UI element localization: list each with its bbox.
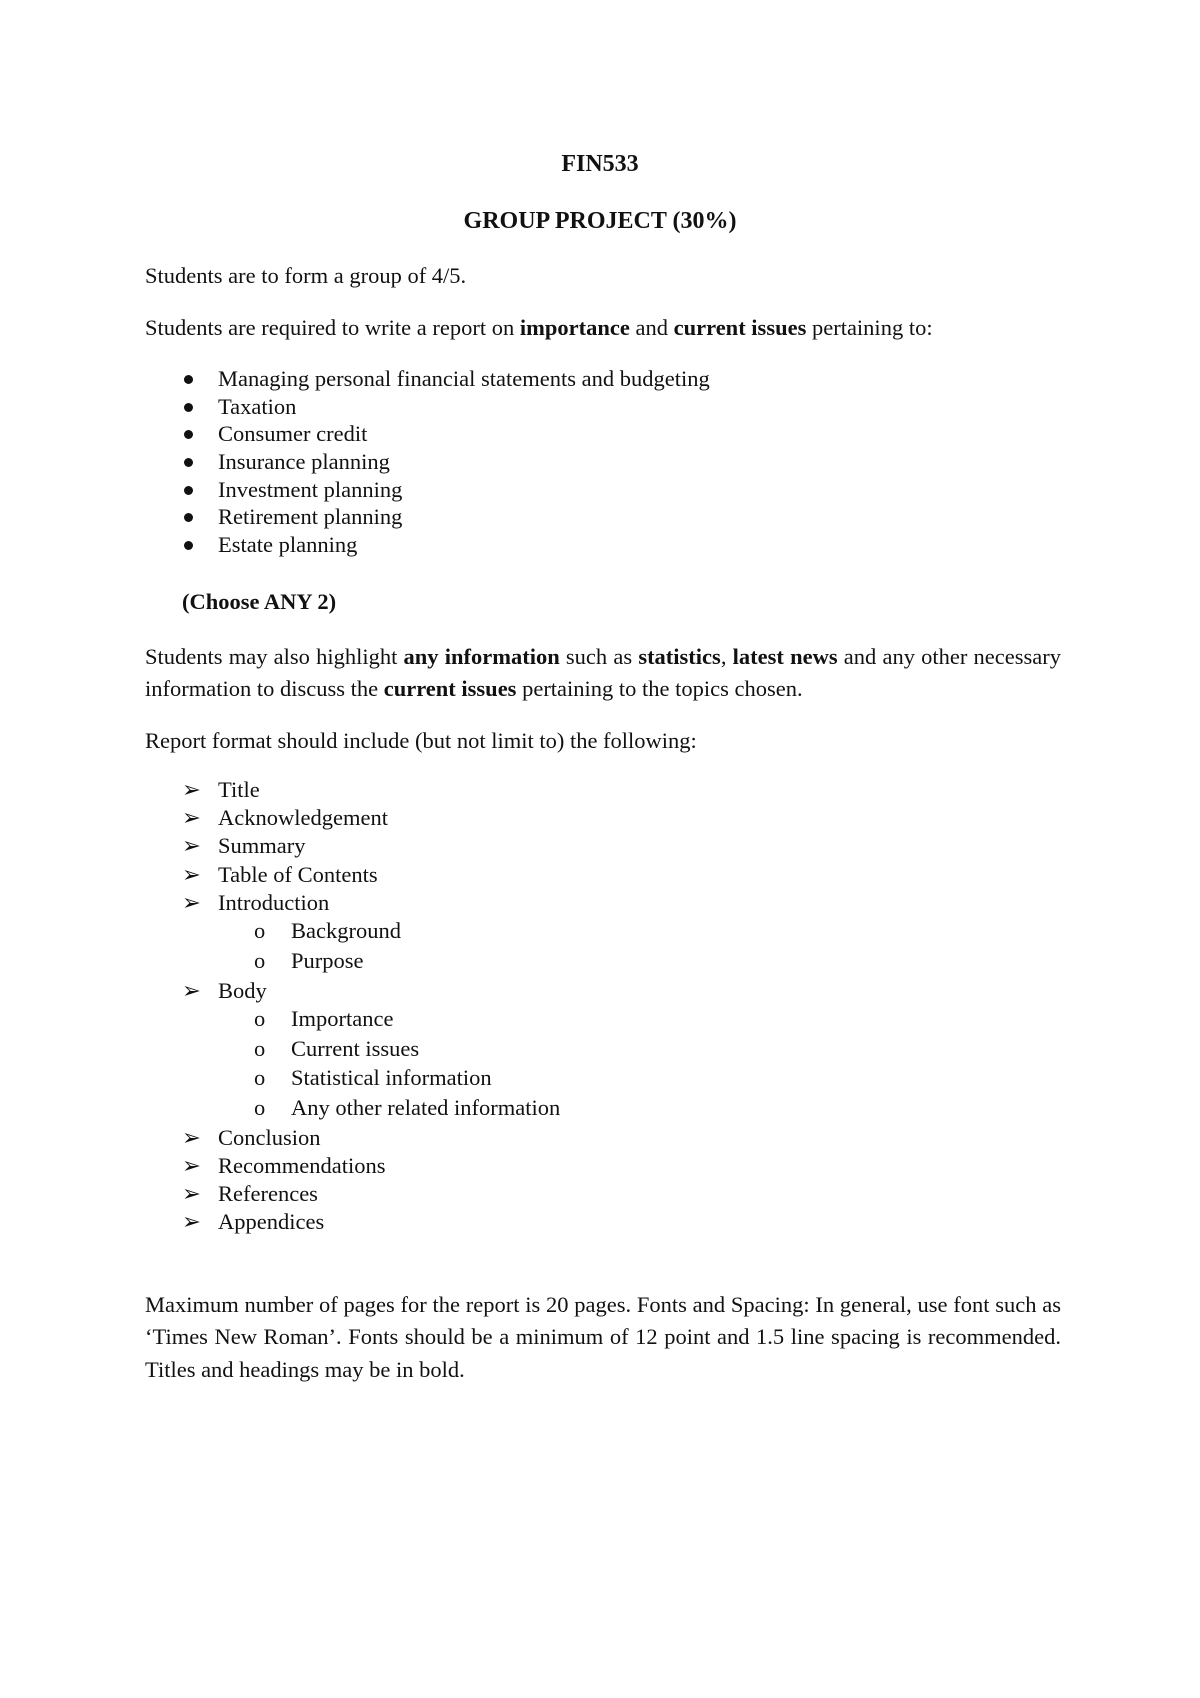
format-list xyxy=(0,776,1100,1237)
highlight-bold: any information xyxy=(403,644,560,669)
circle-bullet-icon: o xyxy=(254,947,266,973)
arrow-bullet-icon: ➢ xyxy=(182,1124,201,1150)
requirement-text: and xyxy=(629,315,674,340)
bullet-dot-icon xyxy=(184,486,193,495)
topic-label: Retirement planning xyxy=(218,504,403,530)
group-size-paragraph: Students are to form a group of 4/5. xyxy=(145,263,467,288)
format-item xyxy=(0,776,1100,804)
circle-bullet-icon: o xyxy=(254,1065,266,1091)
format-intro: Report format should include (but not limit to) the following: xyxy=(145,728,697,753)
topic-item xyxy=(0,365,1100,393)
arrow-bullet-icon: ➢ xyxy=(182,861,201,887)
format-item xyxy=(0,889,1100,917)
format-item-label: Statistical information xyxy=(291,1065,492,1091)
topic-label: Estate planning xyxy=(218,532,358,558)
format-subitem xyxy=(0,947,1100,977)
arrow-bullet-icon: ➢ xyxy=(182,777,201,802)
format-subitem xyxy=(0,1094,1100,1124)
topic-item xyxy=(0,420,1100,448)
highlight-text: and any other necessary information to discuss the xyxy=(145,644,1062,701)
topics-list xyxy=(0,365,1100,559)
bullet-dot-icon xyxy=(184,458,193,467)
highlight-text: Students may also highlight xyxy=(145,644,404,669)
arrow-bullet-icon: ➢ xyxy=(182,1181,201,1207)
format-item-label: Current issues xyxy=(291,1035,420,1061)
format-item-label: References xyxy=(218,1181,318,1207)
arrow-bullet-icon: ➢ xyxy=(182,833,201,859)
topic-label: Taxation xyxy=(218,393,297,419)
topic-label: Investment planning xyxy=(218,476,403,502)
arrow-bullet-icon: ➢ xyxy=(182,889,201,915)
highlight-bold: latest news xyxy=(732,644,838,669)
format-item xyxy=(0,1208,1100,1236)
highlight-paragraph xyxy=(145,641,1061,705)
bullet-dot-icon xyxy=(184,541,193,550)
arrow-bullet-icon: ➢ xyxy=(182,1209,201,1235)
bullet-dot-icon xyxy=(184,403,193,412)
format-item-label: Appendices xyxy=(218,1209,325,1235)
highlight-text: pertaining to the topics chosen. xyxy=(516,676,803,701)
page-limit-paragraph: Maximum number of pages for the report is 20 pages. Fonts and Spacing: In general, use font such as ‘Times New Roman’. Fonts should be a minimum of 12 point and 1.5 line spacing is recommended. Titles and headings may be in bold. xyxy=(145,1292,1061,1382)
format-item xyxy=(0,832,1100,860)
format-item-label: Body xyxy=(218,977,267,1003)
highlight-text: , xyxy=(720,644,733,669)
document-subtitle: GROUP PROJECT (30%) xyxy=(463,208,737,234)
format-item xyxy=(0,1152,1100,1180)
format-item-label: Summary xyxy=(218,833,306,859)
topic-item xyxy=(0,393,1100,421)
choose-note: (Choose ANY 2) xyxy=(182,589,337,614)
topic-item xyxy=(0,448,1100,476)
requirement-text: Students are required to write a report on xyxy=(145,315,520,340)
format-item-label: Acknowledgement xyxy=(218,805,388,831)
arrow-bullet-icon: ➢ xyxy=(182,977,201,1003)
format-item xyxy=(0,861,1100,889)
format-item xyxy=(0,1124,1100,1152)
circle-bullet-icon: o xyxy=(254,1035,266,1061)
highlight-bold: statistics xyxy=(638,644,721,669)
format-subitem xyxy=(0,1035,1100,1065)
format-item-label: Recommendations xyxy=(218,1153,386,1179)
format-item-label: Introduction xyxy=(218,889,330,915)
requirement-text: pertaining to: xyxy=(806,315,933,340)
requirement-bold-importance: importance xyxy=(519,315,630,340)
format-item xyxy=(0,977,1100,1005)
topic-item xyxy=(0,476,1100,504)
circle-bullet-icon: o xyxy=(254,1005,266,1031)
highlight-bold: current issues xyxy=(383,676,517,701)
format-item-label: Purpose xyxy=(291,947,364,973)
requirement-bold-current-issues: current issues xyxy=(673,315,807,340)
document-title: FIN533 xyxy=(561,151,639,177)
topic-label: Consumer credit xyxy=(218,421,368,447)
bullet-dot-icon xyxy=(184,513,193,522)
format-item-label: Any other related information xyxy=(291,1095,561,1121)
format-item-label: Importance xyxy=(291,1005,394,1031)
format-item-label: Background xyxy=(291,917,401,943)
format-subitem xyxy=(0,1005,1100,1035)
format-item-label: Title xyxy=(218,777,260,802)
circle-bullet-icon: o xyxy=(254,1095,266,1121)
format-item-label: Table of Contents xyxy=(218,861,378,887)
format-item xyxy=(0,804,1100,832)
topic-item xyxy=(0,503,1100,531)
topic-label: Managing personal financial statements and budgeting xyxy=(218,366,710,391)
requirement-paragraph xyxy=(145,314,1061,342)
format-item xyxy=(0,1180,1100,1208)
bullet-dot-icon xyxy=(184,375,193,384)
circle-bullet-icon: o xyxy=(254,917,266,943)
format-item-label: Conclusion xyxy=(218,1124,321,1150)
arrow-bullet-icon: ➢ xyxy=(182,1153,201,1179)
format-subitem xyxy=(0,917,1100,947)
highlight-text: such as xyxy=(559,644,639,669)
bullet-dot-icon xyxy=(184,430,193,439)
arrow-bullet-icon: ➢ xyxy=(182,805,201,831)
topic-label: Insurance planning xyxy=(218,449,390,475)
topic-item xyxy=(0,531,1100,559)
format-subitem xyxy=(0,1064,1100,1094)
